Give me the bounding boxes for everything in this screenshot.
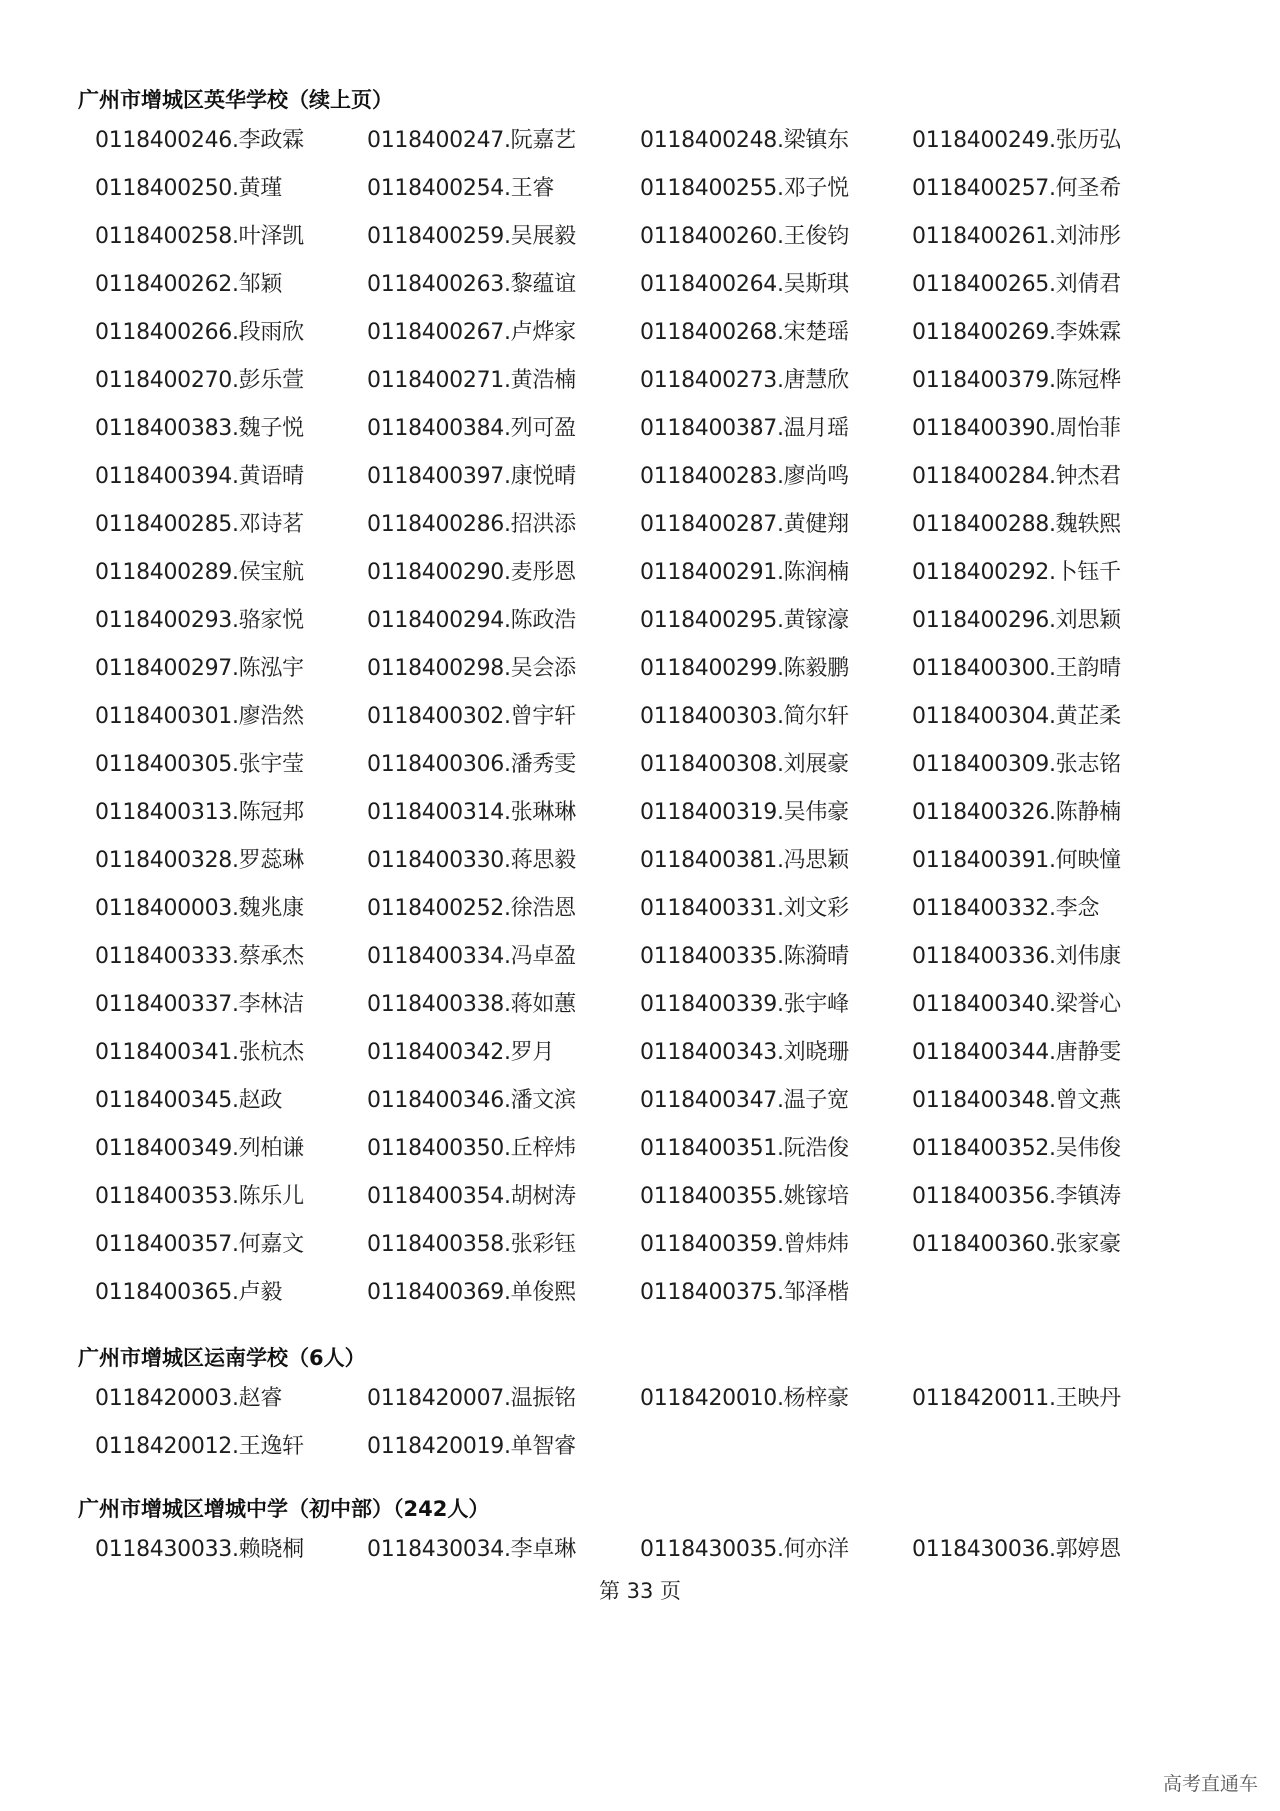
student-entry: 0118400260.王俊钧 — [640, 224, 849, 249]
student-entry: 0118400289.侯宝航 — [95, 560, 304, 585]
student-entry: 0118400003.魏兆康 — [95, 896, 304, 921]
student-entry: 0118400286.招洪添 — [367, 512, 576, 537]
student-entry: 0118400248.梁镇东 — [640, 128, 849, 153]
student-entry: 0118400267.卢烨家 — [367, 320, 576, 345]
student-entry: 0118400359.曾炜炜 — [640, 1232, 849, 1257]
student-entry: 0118400334.冯卓盈 — [367, 944, 576, 969]
student-entry: 0118400261.刘沛彤 — [912, 224, 1121, 249]
student-entry: 0118420019.单智睿 — [367, 1434, 576, 1459]
section-title: 广州市增城区英华学校（续上页） — [78, 88, 393, 112]
section-title: 广州市增城区增城中学（初中部）（242人） — [78, 1497, 490, 1521]
page-number: 第 33 页 — [598, 1579, 682, 1603]
student-entry: 0118400346.潘文滨 — [367, 1088, 576, 1113]
student-entry: 0118400284.钟杰君 — [912, 464, 1121, 489]
student-entry: 0118400295.黄镓濠 — [640, 608, 849, 633]
student-entry: 0118400308.刘展豪 — [640, 752, 849, 777]
student-entry: 0118400336.刘伟康 — [912, 944, 1121, 969]
student-entry: 0118400330.蒋思毅 — [367, 848, 576, 873]
student-entry: 0118400379.陈冠桦 — [912, 368, 1121, 393]
student-entry: 0118400381.冯思颖 — [640, 848, 849, 873]
student-entry: 0118400263.黎蕴谊 — [367, 272, 576, 297]
student-entry: 0118400269.李姝霖 — [912, 320, 1121, 345]
student-entry: 0118420003.赵睿 — [95, 1386, 283, 1411]
student-entry: 0118400303.简尔轩 — [640, 704, 849, 729]
student-entry: 0118420011.王映丹 — [912, 1386, 1121, 1411]
student-entry: 0118400335.陈漪晴 — [640, 944, 849, 969]
student-entry: 0118400305.张宇莹 — [95, 752, 304, 777]
student-entry: 0118420012.王逸轩 — [95, 1434, 304, 1459]
student-entry: 0118400342.罗月 — [367, 1040, 555, 1065]
student-entry: 0118400262.邹颖 — [95, 272, 283, 297]
student-entry: 0118400326.陈静楠 — [912, 800, 1121, 825]
student-entry: 0118400360.张家豪 — [912, 1232, 1121, 1257]
student-entry: 0118400299.陈毅鹏 — [640, 656, 849, 681]
student-entry: 0118400391.何映憧 — [912, 848, 1121, 873]
student-entry: 0118400313.陈冠邦 — [95, 800, 304, 825]
student-entry: 0118400384.列可盈 — [367, 416, 576, 441]
student-entry: 0118400343.刘晓珊 — [640, 1040, 849, 1065]
student-entry: 0118400290.麦彤恩 — [367, 560, 576, 585]
student-entry: 0118400353.陈乐儿 — [95, 1184, 304, 1209]
student-entry: 0118400358.张彩钰 — [367, 1232, 576, 1257]
section-title: 广州市增城区运南学校（6人） — [78, 1346, 366, 1370]
student-entry: 0118400265.刘倩君 — [912, 272, 1121, 297]
student-entry: 0118400355.姚镓培 — [640, 1184, 849, 1209]
student-entry: 0118400288.魏轶熙 — [912, 512, 1121, 537]
student-entry: 0118400296.刘思颖 — [912, 608, 1121, 633]
student-entry: 0118400246.李政霖 — [95, 128, 304, 153]
student-entry: 0118400345.赵政 — [95, 1088, 283, 1113]
student-entry: 0118400375.邹泽楷 — [640, 1280, 849, 1305]
student-entry: 0118400309.张志铭 — [912, 752, 1121, 777]
student-entry: 0118400340.梁誉心 — [912, 992, 1121, 1017]
student-entry: 0118400349.列柏谦 — [95, 1136, 304, 1161]
student-entry: 0118400306.潘秀雯 — [367, 752, 576, 777]
student-entry: 0118400297.陈泓宇 — [95, 656, 304, 681]
student-entry: 0118400369.单俊熙 — [367, 1280, 576, 1305]
student-entry: 0118400338.蒋如蕙 — [367, 992, 576, 1017]
student-entry: 0118400255.邓子悦 — [640, 176, 849, 201]
student-entry: 0118400268.宋楚瑶 — [640, 320, 849, 345]
student-entry: 0118400331.刘文彩 — [640, 896, 849, 921]
student-entry: 0118400294.陈政浩 — [367, 608, 576, 633]
watermark: 高考直通车 — [1162, 1773, 1258, 1795]
student-entry: 0118430034.李卓琳 — [367, 1537, 576, 1562]
student-entry: 0118400259.吴展毅 — [367, 224, 576, 249]
student-entry: 0118400354.胡树涛 — [367, 1184, 576, 1209]
student-entry: 0118400304.黄芷柔 — [912, 704, 1121, 729]
student-entry: 0118400293.骆家悦 — [95, 608, 304, 633]
student-entry: 0118400273.唐慧欣 — [640, 368, 849, 393]
student-entry: 0118400254.王睿 — [367, 176, 555, 201]
student-entry: 0118400394.黄语晴 — [95, 464, 304, 489]
student-entry: 0118420007.温振铭 — [367, 1386, 576, 1411]
student-entry: 0118430035.何亦洋 — [640, 1537, 849, 1562]
student-entry: 0118400258.叶泽凯 — [95, 224, 304, 249]
student-entry: 0118400271.黄浩楠 — [367, 368, 576, 393]
student-entry: 0118400350.丘梓炜 — [367, 1136, 576, 1161]
student-entry: 0118400314.张琳琳 — [367, 800, 576, 825]
student-entry: 0118400301.廖浩然 — [95, 704, 304, 729]
student-entry: 0118400287.黄健翔 — [640, 512, 849, 537]
student-entry: 0118400319.吴伟豪 — [640, 800, 849, 825]
student-entry: 0118400266.段雨欣 — [95, 320, 304, 345]
student-entry: 0118400298.吴会添 — [367, 656, 576, 681]
student-entry: 0118400252.徐浩恩 — [367, 896, 576, 921]
student-entry: 0118420010.杨梓豪 — [640, 1386, 849, 1411]
student-entry: 0118400333.蔡承杰 — [95, 944, 304, 969]
student-entry: 0118400352.吴伟俊 — [912, 1136, 1121, 1161]
student-entry: 0118400270.彭乐萱 — [95, 368, 304, 393]
student-entry: 0118400285.邓诗茗 — [95, 512, 304, 537]
student-entry: 0118400300.王韵晴 — [912, 656, 1121, 681]
student-entry: 0118400328.罗蕊琳 — [95, 848, 304, 873]
student-entry: 0118400250.黄瑾 — [95, 176, 283, 201]
student-entry: 0118400283.廖尚鸣 — [640, 464, 849, 489]
student-entry: 0118430033.赖晓桐 — [95, 1537, 304, 1562]
student-entry: 0118400365.卢毅 — [95, 1280, 283, 1305]
student-entry: 0118400332.李念 — [912, 896, 1100, 921]
student-entry: 0118400387.温月瑶 — [640, 416, 849, 441]
student-entry: 0118400383.魏子悦 — [95, 416, 304, 441]
student-entry: 0118400257.何圣希 — [912, 176, 1121, 201]
student-entry: 0118400341.张杭杰 — [95, 1040, 304, 1065]
student-entry: 0118400247.阮嘉艺 — [367, 128, 576, 153]
student-entry: 0118400292.卜钰千 — [912, 560, 1121, 585]
student-entry: 0118400249.张历弘 — [912, 128, 1121, 153]
student-entry: 0118400344.唐静雯 — [912, 1040, 1121, 1065]
student-entry: 0118400337.李林洁 — [95, 992, 304, 1017]
student-entry: 0118400356.李镇涛 — [912, 1184, 1121, 1209]
student-entry: 0118400347.温子宽 — [640, 1088, 849, 1113]
student-entry: 0118400357.何嘉文 — [95, 1232, 304, 1257]
student-entry: 0118400339.张宇峰 — [640, 992, 849, 1017]
student-entry: 0118400302.曾宇轩 — [367, 704, 576, 729]
student-entry: 0118400348.曾文燕 — [912, 1088, 1121, 1113]
student-entry: 0118400390.周怡菲 — [912, 416, 1121, 441]
student-entry: 0118400264.吴斯琪 — [640, 272, 849, 297]
student-entry: 0118400291.陈润楠 — [640, 560, 849, 585]
student-entry: 0118400351.阮浩俊 — [640, 1136, 849, 1161]
student-entry: 0118400397.康悦晴 — [367, 464, 576, 489]
student-entry: 0118430036.郭婷恩 — [912, 1537, 1121, 1562]
